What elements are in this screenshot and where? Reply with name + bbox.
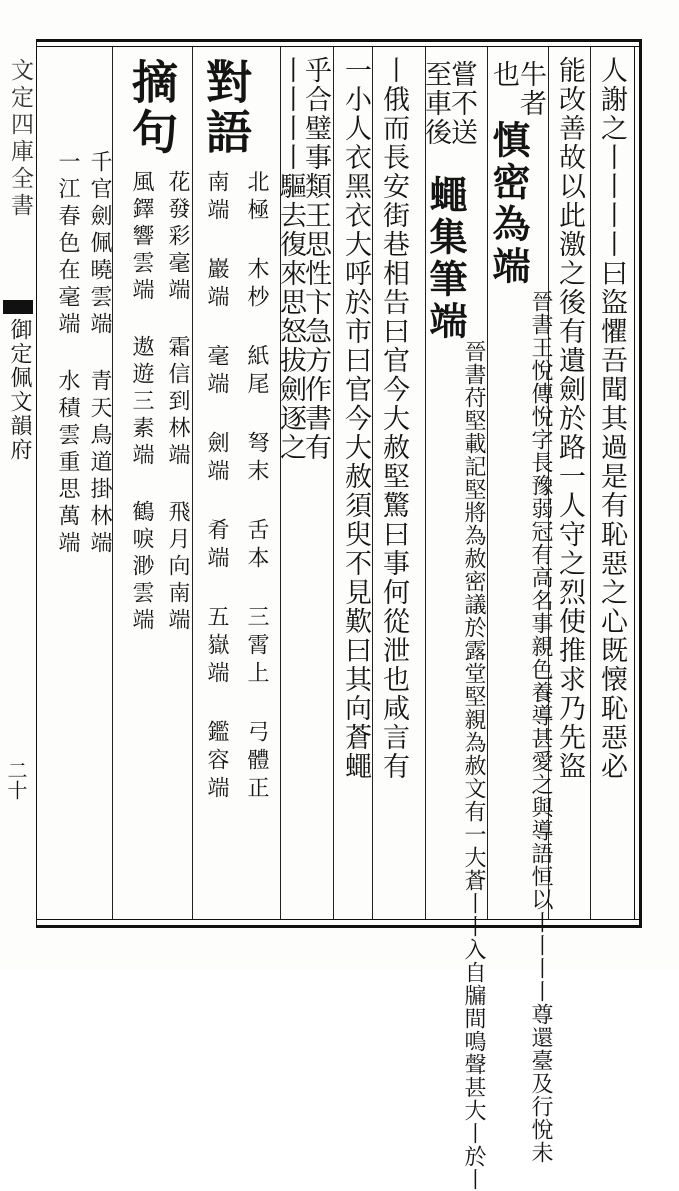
entry-heading-shenmi: 慎密為端 — [486, 120, 531, 288]
section-heading-zhaiju: 摘句 — [125, 58, 179, 158]
text-column-8: 一小人衣黑衣大呼於市曰官今大赦須臾不見歎曰其向蒼蠅 — [340, 56, 371, 781]
zhaiju-row-1: 花發彩毫端 霜信到林端 飛月向南端 — [165, 170, 190, 635]
duiyu-row-1: 北極 木杪 紙尾 弩末 舌本 三霄上 弓體正 — [244, 170, 269, 804]
text-column-9: 乎合璧事類王思性卞急方作書有 — [300, 56, 331, 462]
frame-top-thin — [36, 46, 642, 47]
text-column-3a: 牛者 — [515, 60, 546, 118]
text-column-3b: 也 — [488, 60, 519, 89]
entry-heading-yingji: 蠅集筆端 — [423, 175, 468, 343]
column-divider — [590, 47, 591, 919]
column-divider — [192, 47, 193, 919]
text-column-10: 丨丨丨丨驅去復來思怒拔劍逐之 — [275, 56, 306, 462]
text-column-7: 丨俄而長安街巷相告曰官今大赦堅驚曰事何從泄也咸言有 — [378, 56, 409, 781]
zhaiju-row-2: 風鐸響雲端 遨遊三素端 鶴唳渺雲端 — [129, 170, 154, 635]
duiyu-row-2: 南端 巖端 毫端 劍端 肴端 五嶽端 鑑容端 — [204, 170, 229, 804]
text-column-1: 人謝之丨丨丨丨曰盜懼吾聞其過是有恥惡之心既懐恥惡必 — [596, 56, 627, 781]
page-number: 二十 — [4, 760, 28, 800]
zhaiju-row-3: 千官劍佩曉雲端 青天鳥道掛林端 — [87, 150, 112, 558]
zhaiju-row-4: 一江春色在毫端 水積雲重思萬端 — [55, 150, 80, 558]
entry-note-yingji: 晉書苻堅載記堅將為赦密議於露堂堅親為赦文有一大蒼丨丨入自牖間鳴聲甚大丨於丨 — [461, 340, 486, 1191]
frame-top-thick — [36, 39, 642, 42]
column-divider — [372, 47, 373, 919]
text-column-2: 能改善故以此激之後有遺劍於路一人守之烈使推求乃先盜 — [554, 56, 585, 781]
frame-right-thin — [634, 46, 635, 920]
section-heading-duiyu: 對語 — [199, 58, 253, 158]
frame-right-thick — [639, 39, 642, 928]
text-column-5b: 至車後 — [420, 60, 451, 147]
entry-note-shenmi-right: 晉書王悅傳悅字長豫弱冠有高名事親色養導甚愛之與導語恒以丨丨丨丨尊還臺及行悅未 — [528, 290, 553, 1164]
running-title: 文定四庫全書 — [7, 58, 33, 220]
book-title: 御定佩文韻府 — [7, 318, 32, 462]
column-divider — [333, 47, 334, 919]
text-column-5a: 嘗不送 — [446, 60, 477, 147]
fold-fishtail-mark — [3, 300, 33, 314]
